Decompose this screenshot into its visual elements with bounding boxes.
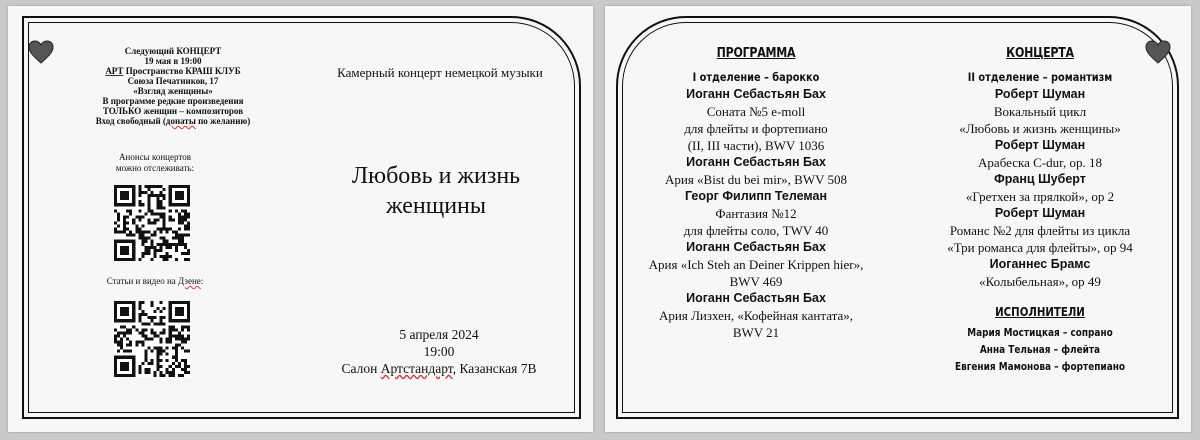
next-concert-line: В программе редкие произведения	[102, 96, 244, 106]
work-title: Вокальный цикл	[993, 104, 1087, 119]
event-info	[320, 326, 558, 377]
work-title: «Колыбельная», ор 49	[979, 274, 1101, 289]
next-concert-venue: АРТ Пространство КРАШ КЛУБ	[105, 66, 241, 76]
composer-name: Роберт Шуман	[994, 87, 1086, 101]
performers-list	[918, 325, 1162, 376]
work-title: Фантазия №12	[715, 206, 797, 221]
venue-link[interactable]: АРТ	[105, 66, 124, 76]
next-concert-line: ТОЛЬКО женщин – композиторов	[102, 106, 244, 116]
program-heading: ПРОГРАММА	[716, 46, 796, 61]
composer-name: Иоганнес Брамс	[989, 257, 1091, 271]
qr-code-icon[interactable]	[114, 301, 190, 377]
part-title: I отделение – барокко	[692, 70, 820, 84]
next-concert-line: 19 мая в 19:00	[144, 56, 202, 66]
work-title: Романс №2 для флейты из цикла	[949, 223, 1131, 238]
work-title: для флейты соло, TWV 40	[683, 223, 829, 238]
heart-icon	[28, 40, 54, 64]
work-title: Ария Лизхен, «Кофейная кантата»,	[659, 308, 853, 323]
work-title: «Любовь и жизнь женщины»	[959, 121, 1121, 136]
event-venue: Салон Артстандарт, Казанская 7В	[341, 361, 537, 376]
composer-name: Франц Шуберт	[994, 172, 1086, 186]
composer-name: Роберт Шуман	[994, 138, 1086, 152]
work-title: BWV 21	[732, 325, 780, 340]
work-title: Соната №5 e-moll	[706, 104, 806, 119]
event-time: 19:00	[423, 344, 455, 359]
next-concert-block	[62, 46, 284, 126]
composer-name: Иоганн Себастьян Бах	[686, 87, 826, 101]
announcements-text: Анонсы концертов можно отслеживать:	[115, 152, 195, 173]
work-title: Арабеска C-dur, ор. 18	[978, 155, 1102, 170]
articles-text: Статьи и видео на Дзене:	[106, 276, 204, 286]
program-column-left	[622, 43, 890, 341]
work-title: «Три романса для флейты», ор 94	[947, 240, 1133, 255]
work-title: BWV 469	[729, 274, 783, 289]
next-concert-line: Следующий КОНЦЕРТ	[124, 46, 222, 56]
program-column-right	[918, 43, 1162, 376]
work-title: Ария «Bist du bei mir», BWV 508	[664, 172, 848, 187]
work-title: Ария «Ich Steh an Deiner Krippen hier»,	[648, 257, 864, 272]
event-date: 5 апреля 2024	[399, 327, 479, 342]
program-heading: КОНЦЕРТА	[1006, 46, 1074, 61]
concert-subtitle: Камерный концерт немецкой музыки	[337, 65, 543, 80]
part-items	[918, 86, 1162, 290]
performers-heading: ИСПОЛНИТЕЛИ	[995, 305, 1085, 319]
composer-name: Роберт Шуман	[994, 206, 1086, 220]
part-title: II отделение – романтизм	[967, 70, 1113, 84]
part-items	[622, 86, 890, 341]
work-title: «Гретхен за прялкой», ор 2	[965, 189, 1115, 204]
work-title: (II, III части), BWV 1036	[687, 138, 825, 153]
composer-name: Георг Филипп Телеман	[684, 189, 828, 203]
next-concert-line: Вход свободный (донаты по желанию)	[95, 116, 251, 126]
performer: Евгения Мамонова – фортепиано	[954, 361, 1126, 373]
next-concert-line: Союза Печатников, 17	[127, 76, 219, 86]
performer: Мария Мостицкая – сопрано	[967, 327, 1113, 339]
work-title: для флейты и фортепиано	[684, 121, 828, 136]
qr-code-icon[interactable]	[114, 185, 190, 261]
performer: Анна Тельная – флейта	[979, 344, 1101, 356]
composer-name: Иоганн Себастьян Бах	[686, 291, 826, 305]
composer-name: Иоганн Себастьян Бах	[686, 155, 826, 169]
next-concert-line: «Взгляд женщины»	[133, 86, 213, 96]
concert-title: Любовь и жизнь женщины	[351, 163, 521, 219]
composer-name: Иоганн Себастьян Бах	[686, 240, 826, 254]
